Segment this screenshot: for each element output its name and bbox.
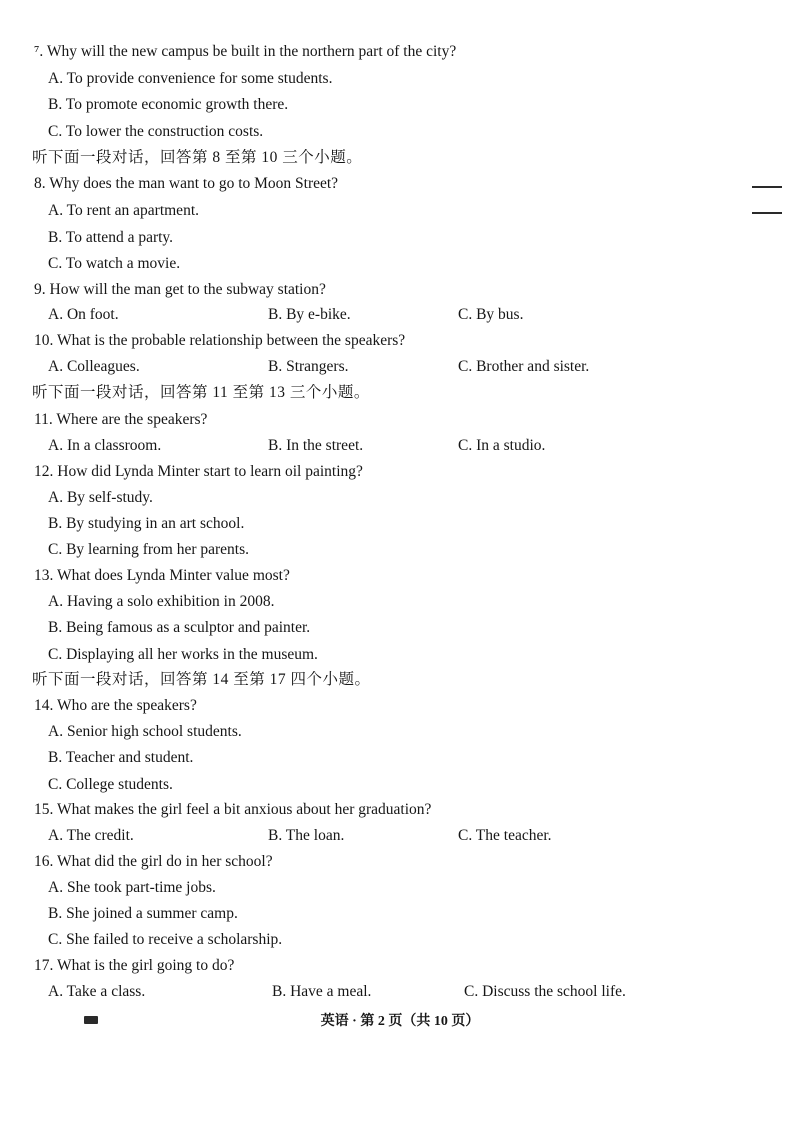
option-8b: B. To attend a party. (48, 229, 174, 246)
option-12c: C. By learning from her parents. (48, 541, 250, 558)
option-9a: A. On foot. (48, 306, 119, 323)
question-7: ⁷. Why will the new campus be built in the northern part of the city? (34, 43, 457, 60)
options-row-10 (48, 357, 748, 377)
option-15b: B. The loan. (268, 827, 345, 844)
question-11: 11. Where are the speakers? (34, 411, 208, 428)
option-11c: C. In a studio. (458, 437, 546, 454)
option-13c: C. Displaying all her works in the museum. (48, 646, 318, 663)
option-13b: B. Being famous as a sculptor and painter. (48, 619, 311, 636)
options-row-15 (48, 826, 748, 846)
option-14c: C. College students. (48, 776, 173, 793)
question-9: 9. How will the man get to the subway station? (34, 281, 326, 298)
option-9b: B. By e-bike. (268, 306, 351, 323)
page-footer: 英语 · 第 2 页（共 10 页） (320, 1014, 480, 1029)
options-row-17 (48, 982, 748, 1002)
option-17c: C. Discuss the school life. (464, 983, 626, 1000)
question-14: 14. Who are the speakers? (34, 697, 197, 714)
section-instruction-8-10: 听下面一段对话，回答第 8 至第 10 三个小题。 (32, 149, 363, 166)
section-instruction-14-17: 听下面一段对话，回答第 14 至第 17 四个小题。 (32, 671, 371, 688)
option-10b: B. Strangers. (268, 358, 349, 375)
option-11a: A. In a classroom. (48, 437, 162, 454)
question-10: 10. What is the probable relationship between the speakers? (34, 332, 406, 349)
options-row-9 (48, 305, 748, 325)
option-15c: C. The teacher. (458, 827, 552, 844)
option-17a: A. Take a class. (48, 983, 146, 1000)
option-15a: A. The credit. (48, 827, 134, 844)
option-17b: B. Have a meal. (272, 983, 372, 1000)
section-instruction-11-13: 听下面一段对话，回答第 11 至第 13 三个小题。 (32, 384, 370, 401)
margin-dash-mark (752, 212, 782, 214)
option-8c: C. To watch a movie. (48, 255, 181, 272)
question-15: 15. What makes the girl feel a bit anxious about her graduation? (34, 801, 432, 818)
option-10a: A. Colleagues. (48, 358, 140, 375)
option-12a: A. By self-study. (48, 489, 153, 506)
option-13a: A. Having a solo exhibition in 2008. (48, 593, 275, 610)
option-16b: B. She joined a summer camp. (48, 905, 238, 922)
option-7b: B. To promote economic growth there. (48, 96, 289, 113)
option-12b: B. By studying in an art school. (48, 515, 245, 532)
option-16c: C. She failed to receive a scholarship. (48, 931, 283, 948)
option-8a: A. To rent an apartment. (48, 202, 199, 219)
question-17: 17. What is the girl going to do? (34, 957, 235, 974)
option-7a: A. To provide convenience for some students. (48, 70, 333, 87)
option-11b: B. In the street. (268, 437, 364, 454)
question-8: 8. Why does the man want to go to Moon Street? (34, 175, 339, 192)
option-14a: A. Senior high school students. (48, 723, 242, 740)
options-row-11 (48, 436, 748, 456)
margin-dash-mark (752, 186, 782, 188)
option-10c: C. Brother and sister. (458, 358, 590, 375)
question-13: 13. What does Lynda Minter value most? (34, 567, 290, 584)
option-9c: C. By bus. (458, 306, 524, 323)
option-7c: C. To lower the construction costs. (48, 123, 264, 140)
question-16: 16. What did the girl do in her school? (34, 853, 273, 870)
option-16a: A. She took part-time jobs. (48, 879, 216, 896)
question-12: 12. How did Lynda Minter start to learn oil painting? (34, 463, 363, 480)
option-14b: B. Teacher and student. (48, 749, 194, 766)
